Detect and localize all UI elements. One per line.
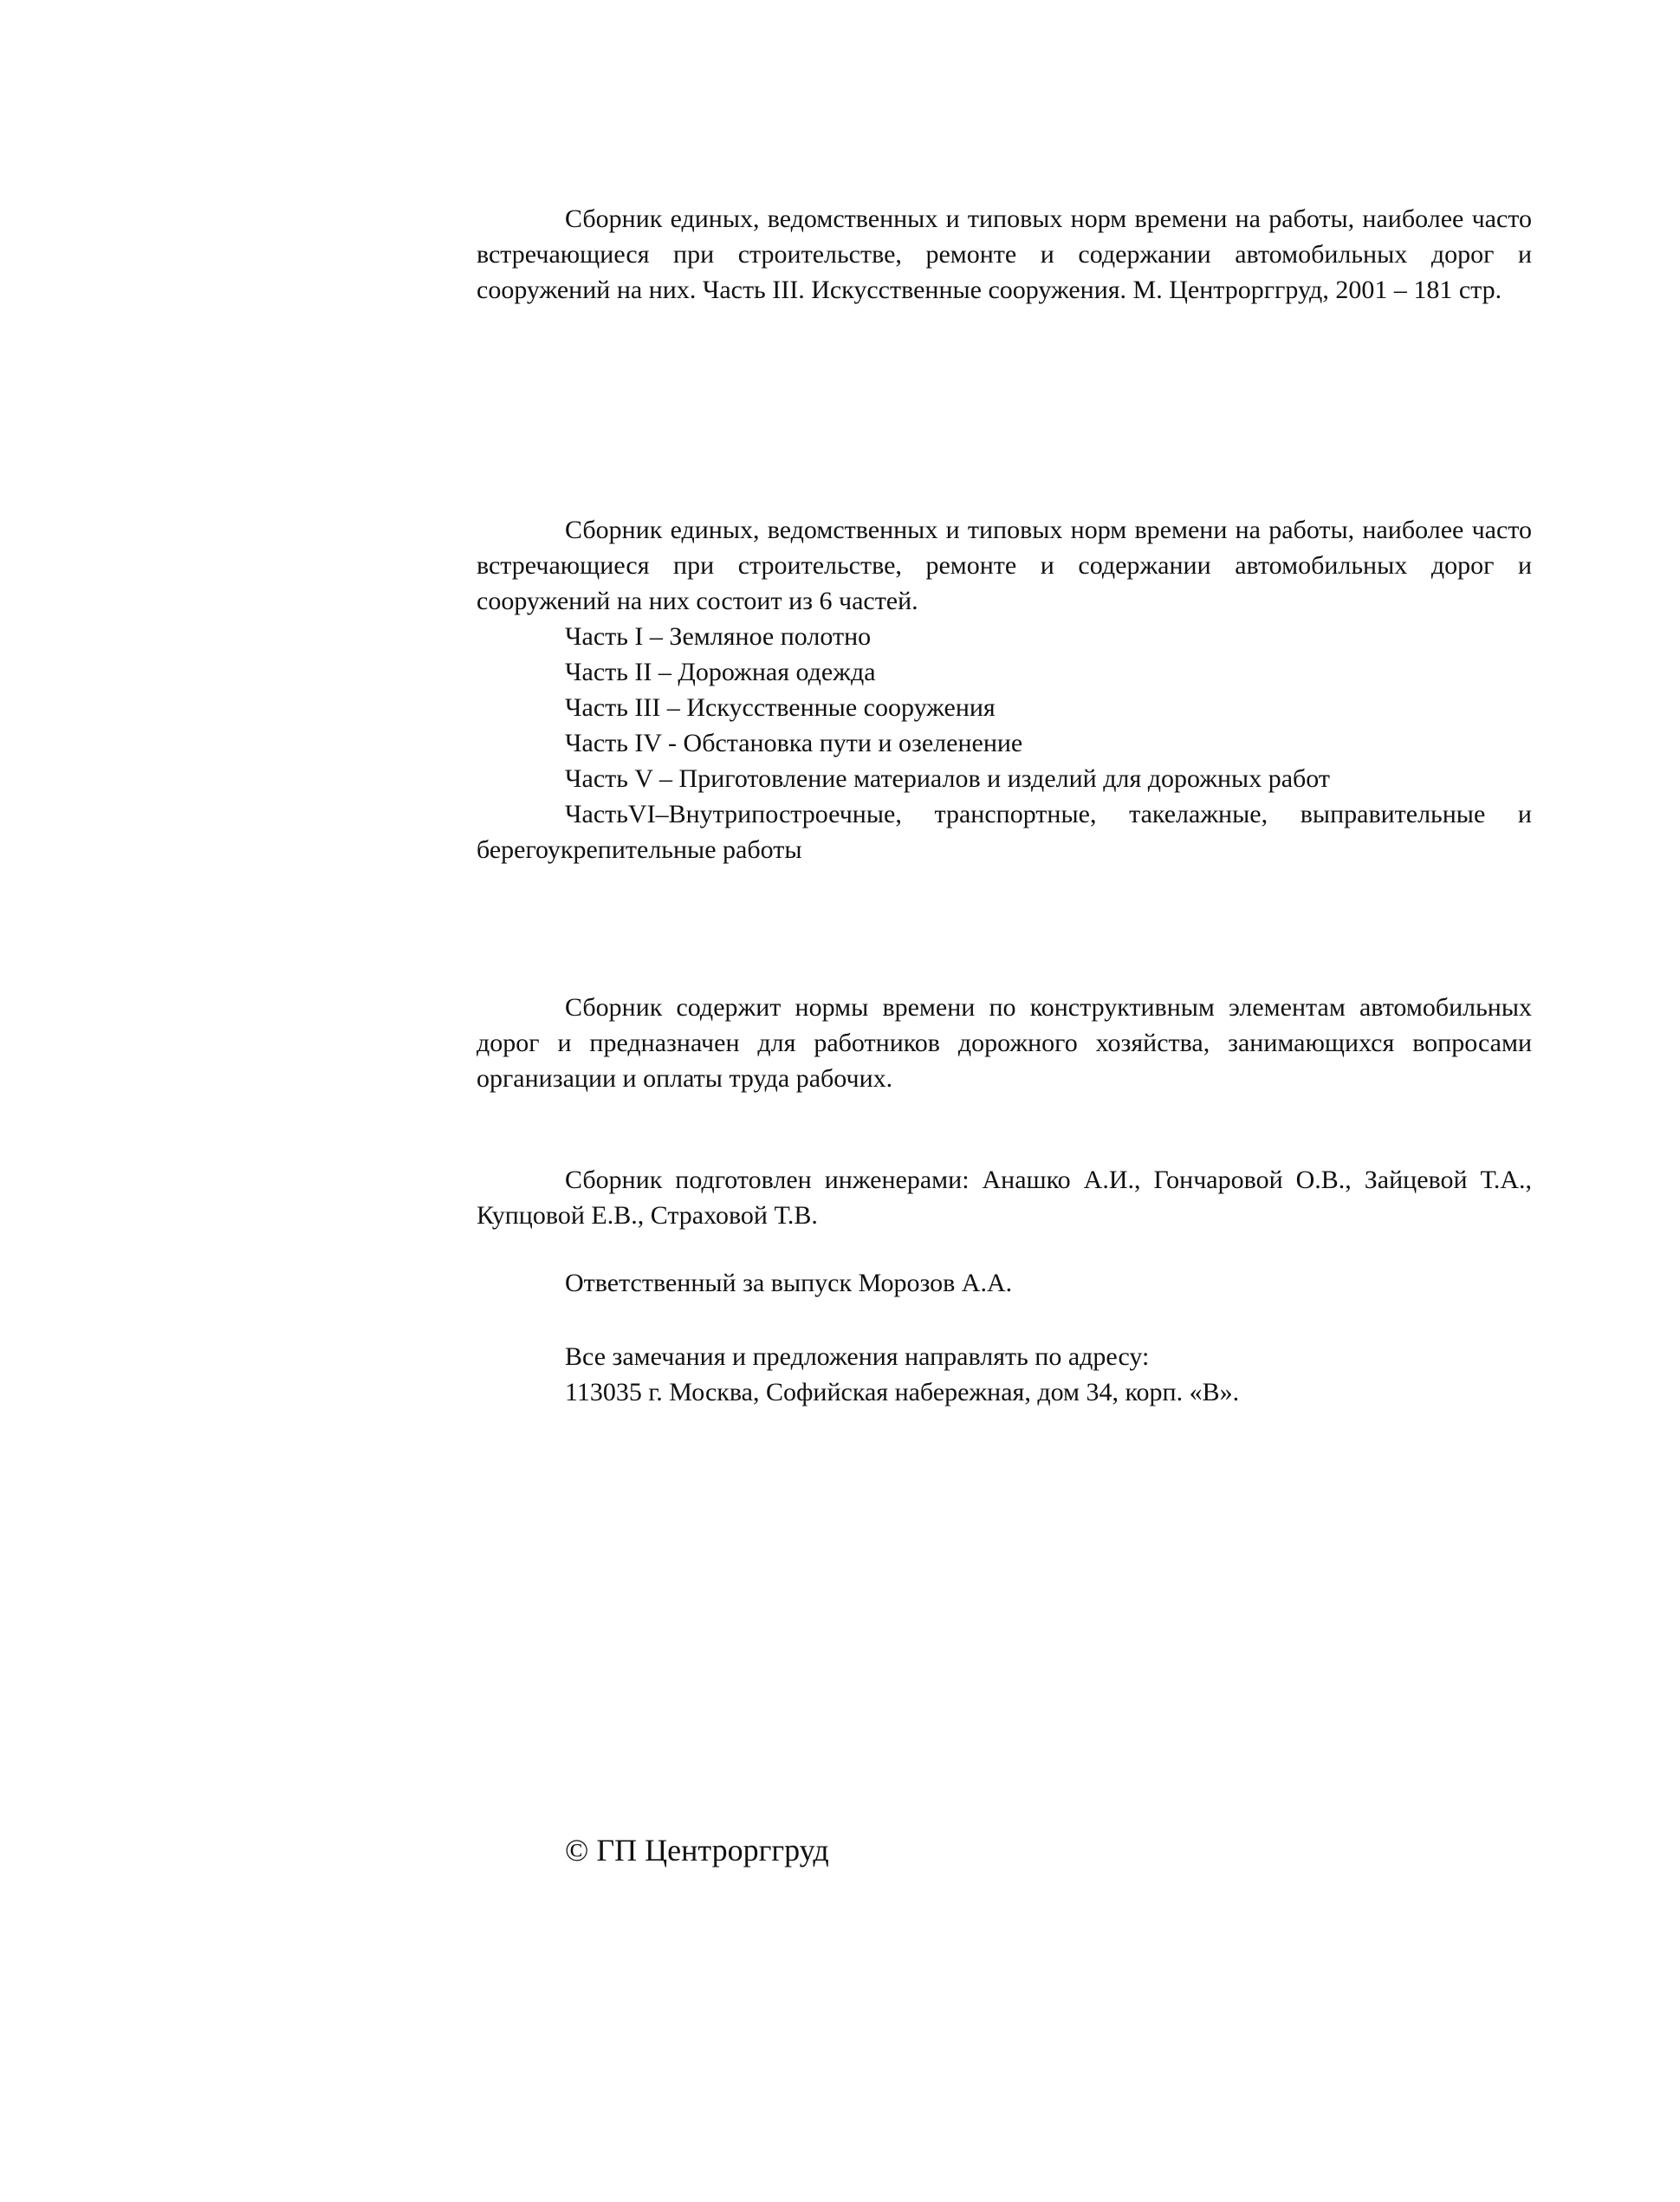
bibliography-section <box>477 201 1532 308</box>
bibliography-text: Сборник единых, ведомственных и типовых норм времени на работы, наиболее часто встречающиеся при строительстве, ремонте и содержании автомобильных дорог и сооружений на них. Часть III. Искусственные сооружения. М. Центрорггруд, 2001 – 181 стр. <box>477 205 1532 304</box>
parts-intro-text: Сборник единых, ведомственных и типовых норм времени на работы, наиболее часто встречающиеся при строительстве, ремонте и содержании автомобильных дорог и сооружений на них состоит из 6 частей. <box>477 516 1532 615</box>
responsible-text: Ответственный за выпуск Морозов А.А. <box>565 1269 1013 1297</box>
authors-section <box>477 1162 1532 1233</box>
purpose-section <box>477 990 1532 1096</box>
address-section <box>477 1339 1532 1410</box>
parts-section <box>477 512 1532 867</box>
part-item: Часть II – Дорожная одежда <box>565 658 876 686</box>
responsible-section <box>477 1265 1532 1301</box>
part-item: ЧастьVI–Внутрипостроечные, транспортные, такелажные, выправительные и берегоукрепительные работы <box>477 800 1532 864</box>
purpose-text: Сборник содержит нормы времени по конструктивным элементам автомобильных дорог и предназначен для работников дорожного хозяйства, занимающихся вопросами организации и оплаты труда рабочих. <box>477 993 1532 1093</box>
address-text: 113035 г. Москва, Софийская набережная, дом 34, корп. «В». <box>565 1378 1240 1406</box>
address-intro-text: Все замечания и предложения направлять по адресу: <box>565 1342 1150 1371</box>
part-item: Часть III – Искусственные сооружения <box>565 693 996 722</box>
part-item: Часть V – Приготовление материалов и изделий для дорожных работ <box>565 764 1330 793</box>
part-item: Часть IV - Обстановка пути и озеленение <box>565 729 1023 757</box>
copyright-notice: © ГП Центрорггруд <box>565 1833 829 1867</box>
part-item: Часть I – Земляное полотно <box>565 622 872 651</box>
authors-text: Сборник подготовлен инженерами: Анашко А.И., Гончаровой О.В., Зайцевой Т.А., Купцовой Е.В., Страховой Т.В. <box>477 1166 1532 1230</box>
